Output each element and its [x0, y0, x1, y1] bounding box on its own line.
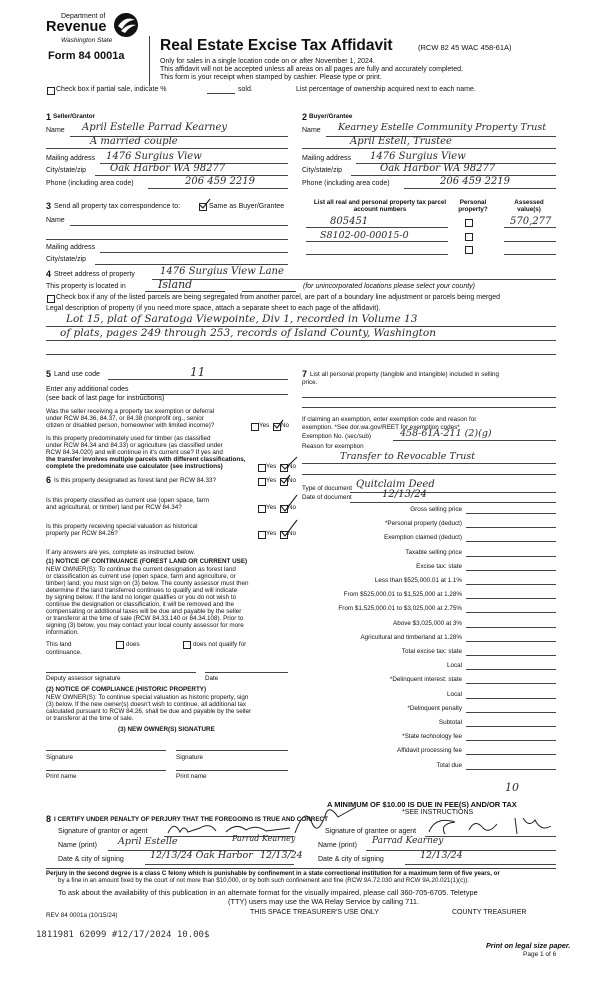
corr-mailing-label: Mailing address [46, 244, 96, 251]
timber-q-5: complete the predominate use calculator (see instructions) [46, 463, 223, 470]
partial-sold: sold. [238, 86, 253, 93]
section-6-num: 6 [46, 475, 52, 485]
segregated-checkbox[interactable] [47, 295, 55, 303]
perjury-note-2: by a fine in an amount fixed by the court of not more than $10,000, or by both such confinement and fine (RCW 9A.72.030 and RCW 9A.20.021(1)(c)). [58, 877, 470, 884]
buyer-name-label: Name [302, 127, 321, 134]
form-rcw: (RCW 82 45 WAC 458-61A) [418, 43, 512, 52]
certify-statement: I CERTIFY UNDER PENALTY OF PERJURY THAT THE FOREGOING IS TRUE AND CORRECT [54, 816, 328, 823]
additional-codes-label: Enter any additional codes [46, 386, 129, 393]
payment-stamp: 1811981 62099 #12/17/2024 10.00$ [36, 930, 210, 940]
timber-q-3: RCW 84.34.020) and will continue in it's current use? If yes and [46, 449, 223, 456]
tax-line-label: Local [446, 690, 462, 698]
tax-line-label: Affidavit processing fee [397, 747, 462, 755]
exemption-q-2: under RCW 84.36, 84.37, or 84.38 (nonprofit org., senior [46, 415, 204, 422]
section-3-num: 3 [46, 201, 52, 211]
exemption-no-label: No [281, 422, 290, 429]
total-due-value[interactable]: 10 [505, 781, 519, 794]
partial-sale-checkbox[interactable] [47, 87, 55, 95]
grantee-signature[interactable] [425, 814, 555, 838]
timber-yes-checkbox[interactable] [258, 464, 266, 472]
tax-line-label: Gross selling price [410, 506, 462, 513]
reason-value[interactable]: Transfer to Revocable Trust [340, 451, 476, 462]
dor-swoosh-icon [112, 11, 140, 39]
current-use-yes-checkbox[interactable] [258, 505, 266, 513]
tax-line-label: Exemption claimed (deduct) [383, 534, 462, 542]
exemption-q-3: citizen or disabled person, homeowner with limited income)? [46, 422, 215, 429]
new-owner-sig-label-2: Signature [176, 754, 203, 761]
grantor-name-label: Name (print) [58, 842, 97, 849]
tax-line-field[interactable] [466, 513, 556, 514]
county-treasurer-label: COUNTY TREASURER [452, 909, 527, 916]
see-back-label: (see back of last page for instructions) [46, 395, 165, 402]
ownership-label: List percentage of ownership acquired next to each name. [296, 86, 476, 93]
note-1: Only for sales in a single location code on or after November 1, 2024. [160, 58, 375, 65]
deputy-date-label: Date [205, 675, 219, 682]
revision-label: REV 84 0001a (10/15/24) [46, 912, 118, 919]
historic-text-1: NEW OWNER(S): To continue special valuation as historic property, sign [46, 694, 249, 701]
tax-line-label: *Personal property (deduct) [384, 520, 462, 528]
street-address-value[interactable]: 1476 Surgius View Lane [160, 266, 284, 277]
historic-yes-label: Yes [266, 530, 277, 537]
perjury-note-text: Perjury in the second degree is a class C felony which is punishable by confinement in a state correctional institution for a maximum term of five years, or [46, 870, 500, 877]
tax-line-field[interactable] [466, 627, 556, 628]
parcel-col-header: List all real and personal property tax parcel account numbers [313, 199, 447, 214]
continuance-label: continuance. [46, 649, 82, 656]
grantor-date-value-2[interactable]: 12/13/24 [260, 850, 303, 861]
historic-q-2: property per RCW 84.26? [46, 530, 118, 537]
grantee-sig-label: Signature of grantee or agent [325, 828, 417, 835]
continuance-text-3: timber) land, you must sign on (3) below. The county assessor must then [46, 580, 249, 587]
unincorporated-note: (for unincorporated locations please select your county) [303, 283, 475, 290]
form-title: Real Estate Excise Tax Affidavit [160, 37, 393, 54]
if-yes-label: If any answers are yes, complete as instructed below. [46, 549, 196, 556]
doc-date-value[interactable]: 12/13/24 [382, 489, 427, 500]
current-use-no-label: No [288, 504, 297, 511]
buyer-name-value-2[interactable]: April Estell, Trustee [350, 136, 452, 147]
continuance-text-8: or transferor at the time of sale (RCW 84.33.140 or 84.34.108). Prior to [46, 615, 244, 622]
buyer-city-label: City/state/zip [302, 167, 343, 174]
doc-date-label: Date of document [302, 494, 352, 501]
current-use-yes-label: Yes [266, 504, 277, 511]
historic-q-1: Is this property receiving special valuation as historical [46, 523, 198, 530]
section-1-num: 1 [46, 112, 52, 122]
seller-name-value[interactable]: April Estelle Parrad Kearney [82, 122, 228, 133]
section-2-num: 2 [302, 112, 308, 122]
grantor-date-label: Date & city of signing [58, 856, 124, 863]
legal-desc-line-1[interactable]: Lot 15, plat of Saratoga Viewpointe, Div 1, recorded in Volume 13 [66, 313, 418, 325]
timber-q-4: the transfer involves multiple parcels with different classifications, [46, 456, 246, 463]
personal-prop-label-2: price. [302, 379, 318, 386]
seller-name-label: Name [46, 127, 65, 134]
does-checkbox[interactable] [116, 641, 124, 649]
treasurer-use-label: THIS SPACE TREASURER'S USE ONLY [250, 909, 379, 916]
legal-desc-label: Legal description of property (if you need more space, attach a separate sheet to each page of the affidavit). [46, 305, 381, 312]
seller-city-value[interactable]: Oak Harbor WA 98277 [110, 163, 226, 174]
print-legal-note: Print on legal size paper. [486, 941, 571, 950]
timber-yes-label: Yes [266, 463, 277, 470]
dept-line: Department of [61, 13, 106, 20]
tax-line-field[interactable] [466, 754, 556, 755]
tax-line-field[interactable] [466, 769, 556, 770]
timber-q-2: under RCW 84.34 and 84.33) or agriculture (as classified under [46, 442, 223, 449]
historic-no-label: No [288, 530, 297, 537]
tax-line-field[interactable] [466, 698, 556, 699]
this-land-label: This land [46, 641, 72, 648]
correspondence-label: Send all property tax correspondence to: [54, 203, 181, 210]
seller-phone-value[interactable]: 206 459 2219 [185, 176, 255, 187]
historic-heading: (2) NOTICE OF COMPLIANCE (HISTORIC PROPERTY) [46, 686, 207, 693]
tax-line-field[interactable] [466, 584, 556, 585]
buyer-phone-label: Phone (including area code) [302, 180, 390, 187]
seller-mailing-label: Mailing address [46, 155, 96, 162]
tax-line-field[interactable] [466, 712, 556, 713]
tax-line-label: From $525,000.01 to $1,525,000 at 1.28% [343, 591, 462, 599]
new-owner-sig-heading: (3) NEW OWNER(S) SIGNATURE [118, 726, 215, 733]
located-label: This property is located in [46, 283, 126, 290]
continuance-text-2: or classification as current use (open space, farm and agriculture, or [46, 573, 236, 580]
seller-mailing-value[interactable]: 1476 Surgius View [106, 151, 202, 162]
tax-line-field[interactable] [466, 726, 556, 727]
new-owner-print-label-2: Print name [176, 773, 207, 780]
reason-label: Reason for exemption [302, 443, 364, 450]
seller-phone-label: Phone (including area code) [46, 180, 134, 187]
tax-line-label: Taxable selling price [405, 548, 462, 556]
current-use-q-1: Is this property classified as current use (open space, farm [46, 497, 210, 504]
historic-text-3: calculated pursuant to RCW 84.26, shall be due and payable by the seller [46, 708, 252, 715]
historic-text-4: or transferor at the time of sale. [46, 715, 134, 722]
exemption-q-1: Was the seller receiving a property tax exemption or deferral [46, 408, 215, 415]
buyer-name-value[interactable]: Kearney Estelle Community Property Trust [338, 122, 547, 133]
exemption-yes-checkbox[interactable] [251, 423, 259, 431]
grantor-name-value-2[interactable]: Parrad Kearney [232, 834, 296, 843]
partial-sale-label: Check box if partial sale, indicate % [56, 86, 167, 93]
tax-line-field[interactable] [466, 570, 556, 571]
tax-line-label: Less than $525,000.01 at 1.1% [374, 577, 462, 584]
minimum-due-note: A MINIMUM OF $10.00 IS DUE IN FEE(S) AND/OR TAX [327, 800, 517, 809]
tax-line-label: Total excise tax: state [401, 648, 462, 655]
grantee-name-value[interactable]: Parrad Kearney [372, 836, 444, 846]
buyer-mailing-value[interactable]: 1476 Surgius View [370, 151, 466, 162]
continuance-text-9: signing (3) below, you may contact your local county assessor for more [46, 622, 244, 629]
exemption-text-1: If claiming an exemption, enter exemption code and reason for [302, 416, 477, 423]
land-use-label: Land use code [54, 371, 100, 378]
tax-line-field[interactable] [466, 612, 556, 613]
tax-line-field[interactable] [466, 541, 556, 542]
continuance-text-4: determine if the land transferred continues to qualify and will indicate [46, 587, 238, 594]
exemption-text-2: exemption. *See dor.wa.gov/REET for exemption codes* [302, 424, 460, 431]
tax-line-label: *Delinquent interest: state [389, 676, 462, 684]
continuance-text-5: by signing below. If the land no longer qualifies or you do not wish to [46, 594, 237, 601]
forest-q: Is this property designated as forest land per RCW 84.33? [54, 477, 217, 484]
buyer-heading: Buyer/Grantee [309, 113, 353, 120]
tax-line-field[interactable] [466, 683, 556, 684]
tax-line-label: Agricultural and timberland at 1.28% [360, 633, 462, 641]
tax-line-label: *Delinquent penalty [407, 704, 462, 712]
grantor-date-value[interactable]: 12/13/24 Oak Harbor [150, 850, 253, 861]
assessed-col-header: Assessed value(s) [514, 199, 544, 214]
tax-line-label: Excise tax: state [416, 562, 462, 570]
continuance-text-7: compensating or additional taxes will be due and payable by the seller [46, 608, 242, 615]
personal-3-checkbox[interactable] [465, 246, 473, 254]
alt-format-note: To ask about the availability of this publication in an alternate format for the visually impaired, please call 360-705-6705. Teletype [58, 888, 478, 897]
segregated-label: Check box if any of the listed parcels are being segregated from another parcel, are part of a boundary line adjustment or parcels being merged [56, 294, 500, 301]
does-not-checkbox[interactable] [183, 641, 191, 649]
continuance-text-1: NEW OWNER(S): To continue the current designation as forest land [46, 566, 236, 573]
does-label: does [126, 641, 140, 648]
grantee-date-value[interactable]: 12/13/24 [420, 850, 463, 861]
exemption-no-label: Exemption No. (sec/sub) [302, 433, 371, 440]
seller-heading: Seller/Grantor [53, 113, 95, 120]
alt-format-note-2: (TTY) users may use the WA Relay Service by calling 711. [228, 897, 419, 906]
state-name: Washington State [61, 37, 113, 44]
street-address-label: Street address of property [54, 271, 135, 278]
current-use-q-2: and agricultural, or timber) land per RCW 84.34? [46, 504, 182, 511]
timber-q-1: Is this property predominately used for timber (as classified [46, 435, 211, 442]
tax-line-label: From $1,525,000.01 to $3,025,000 at 2.75% [338, 605, 462, 613]
buyer-phone-value[interactable]: 206 459 2219 [440, 176, 510, 187]
continuance-text-10: information. [46, 629, 79, 636]
seller-city-label: City/state/zip [46, 167, 87, 174]
grantee-name-label: Name (print) [318, 842, 357, 849]
section-4-num: 4 [46, 269, 52, 279]
tax-line-label: Local [446, 662, 462, 670]
tax-line-label: *State technology fee [402, 733, 462, 741]
note-2: This affidavit will not be accepted unless all areas on all pages are fully and accurately completed. [160, 66, 463, 73]
new-owner-sig-label-1: Signature [46, 754, 73, 761]
buyer-mailing-label: Mailing address [302, 155, 352, 162]
historic-yes-checkbox[interactable] [258, 531, 266, 539]
assessed-1-value[interactable]: 570,277 [510, 216, 552, 227]
personal-1-checkbox[interactable] [465, 219, 473, 227]
continuance-heading: (1) NOTICE OF CONTINUANCE (FOREST LAND OR CURRENT USE) [46, 558, 248, 565]
does-not-label: does not qualify for [193, 641, 247, 648]
tax-line-label: Above $3,025,000 at 3% [393, 619, 462, 627]
tax-line-label: Total due [436, 761, 462, 769]
buyer-city-value[interactable]: Oak Harbor WA 98277 [380, 163, 496, 174]
form-number: Form 84 0001a [48, 50, 125, 62]
parcel-2-value[interactable]: S8102-00-00015-0 [320, 230, 409, 241]
corr-city-label: City/state/zip [46, 256, 87, 263]
tax-line-field[interactable] [466, 669, 556, 670]
personal-col-header: Personal property? [458, 199, 488, 214]
historic-text-2: (3) below. If the new owner(s) doesn't wish to continue, all additional tax [46, 701, 247, 708]
page-number: Page 1 of 6 [523, 951, 557, 958]
section-8-num: 8 [46, 814, 52, 824]
section-7-num: 7 [302, 369, 308, 379]
personal-2-checkbox[interactable] [465, 233, 473, 241]
tax-line-label: Subtotal [438, 719, 462, 726]
grantor-name-value[interactable]: April Estelle [118, 836, 178, 847]
county-value[interactable]: Island [158, 278, 193, 291]
grantor-sig-label: Signature of grantor or agent [58, 828, 148, 835]
land-use-value[interactable]: 11 [190, 365, 206, 379]
continuance-text-6: continue the designation or classification, it will be removed and the [46, 601, 234, 608]
tax-line-field[interactable] [466, 655, 556, 656]
deputy-sig-label: Deputy assessor signature [46, 675, 121, 682]
tax-line-field[interactable] [466, 556, 556, 557]
doc-type-value[interactable]: Quitclaim Deed [356, 479, 435, 490]
tax-line-field[interactable] [466, 527, 556, 528]
doc-type-label: Type of document [302, 485, 353, 492]
exemption-yes-label: Yes [259, 422, 270, 429]
see-instructions-note: *SEE INSTRUCTIONS [402, 809, 474, 816]
personal-prop-label-1: List all personal property (tangible and intangible) included in selling [310, 371, 500, 378]
seller-name-value-2[interactable]: A married couple [90, 136, 178, 147]
legal-desc-line-2[interactable]: of plats, pages 249 through 253, records of Island County, Washington [60, 327, 436, 339]
forest-yes-label: Yes [266, 477, 277, 484]
tax-line-field[interactable] [466, 641, 556, 642]
same-as-buyer-label: Same as Buyer/Grantee [209, 203, 285, 210]
tax-line-field[interactable] [466, 598, 556, 599]
corr-name-label: Name [46, 217, 65, 224]
dept-name: Revenue [46, 19, 107, 35]
grantee-date-label: Date & city of signing [318, 856, 384, 863]
tax-line-field[interactable] [466, 740, 556, 741]
forest-no-label: No [288, 477, 297, 484]
timber-no-label: No [288, 463, 297, 470]
exemption-no-value[interactable]: 458-61A-211 (2)(g) [400, 428, 492, 439]
forest-yes-checkbox[interactable] [258, 478, 266, 486]
parcel-1-value[interactable]: 805451 [330, 216, 369, 227]
new-owner-print-label-1: Print name [46, 773, 77, 780]
section-5-num: 5 [46, 369, 52, 379]
note-3: This form is your receipt when stamped by cashier. Please type or print. [160, 74, 382, 81]
